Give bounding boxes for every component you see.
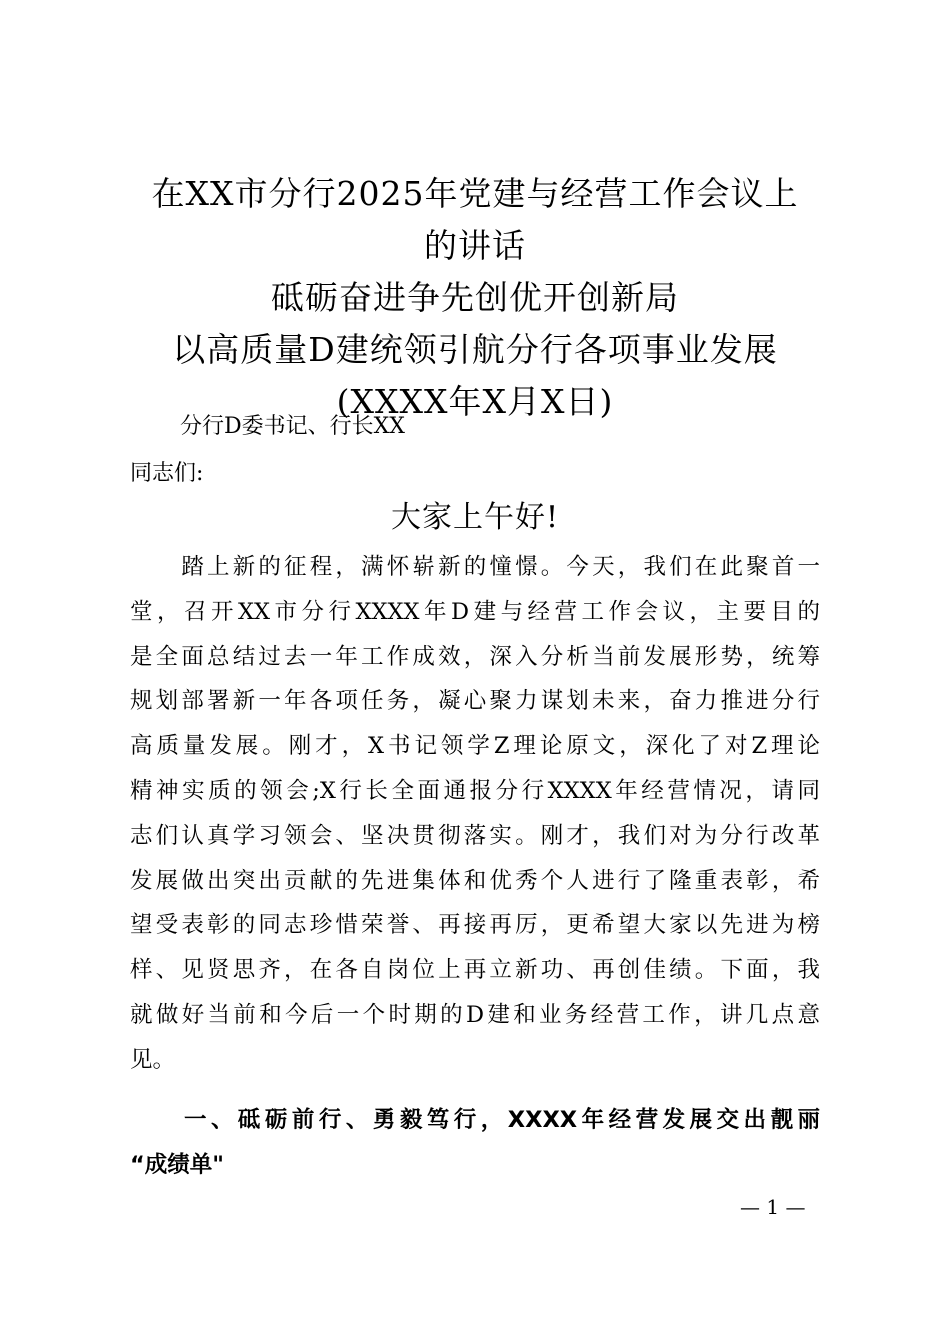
paragraph-line: 志们认真学习领会、坚决贯彻落实。刚才，我们对为分行改革 bbox=[130, 822, 820, 849]
paragraph-line: 堂，召开XX市分行XXXX年D建与经营工作会议，主要目的 bbox=[130, 598, 820, 625]
paragraph-line: 发展做出突出贡献的先进集体和优秀个人进行了隆重表彰，希 bbox=[130, 867, 820, 894]
paragraph-line: 踏上新的征程，满怀崭新的憧憬。今天，我们在此聚首一 bbox=[130, 554, 820, 580]
paragraph-line: 规划部署新一年各项任务，凝心聚力谋划未来，奋力推进分行 bbox=[130, 688, 820, 715]
paragraph-line: 高质量发展。刚才，X书记领学Z理论原文，深化了对Z理论 bbox=[130, 733, 820, 760]
page-number: — 1 — bbox=[740, 1195, 806, 1219]
speaker-byline: 分行D委书记、行长XX bbox=[180, 414, 405, 439]
date-line: (XXXX年X月X日) bbox=[336, 382, 614, 421]
section-heading-line: 一、砥砺前行、勇毅笃行，XXXX年经营发展交出靓丽 bbox=[130, 1107, 820, 1133]
greeting: 大家上午好! bbox=[390, 500, 560, 535]
opening-paragraph bbox=[130, 545, 820, 1083]
paragraph-line: 样、见贤思齐，在各自岗位上再立新功、再创佳绩。下面，我 bbox=[130, 957, 820, 984]
paragraph-line: 是全面总结过去一年工作成效，深入分析当前发展形势，统筹 bbox=[130, 643, 820, 670]
title-line-2: 的讲话 bbox=[424, 226, 526, 265]
paragraph-line: 精神实质的领会;X行长全面通报分行XXXX年经营情况，请同 bbox=[130, 777, 820, 804]
subtitle-line-1: 砥砺奋进争先创优开创新局 bbox=[271, 278, 679, 317]
title-line-1: 在XX市分行2025年党建与经营工作会议上 bbox=[151, 174, 799, 213]
section-heading-line: “成绩单" bbox=[130, 1151, 225, 1178]
paragraph-line: 见。 bbox=[130, 1046, 176, 1073]
section-heading-1 bbox=[130, 1098, 820, 1188]
paragraph-line: 就做好当前和今后一个时期的D建和业务经营工作，讲几点意 bbox=[130, 1001, 820, 1028]
salutation: 同志们: bbox=[130, 461, 204, 486]
paragraph-line: 望受表彰的同志珍惜荣誉、再接再厉，更希望大家以先进为榜 bbox=[130, 912, 820, 939]
subtitle-line-2: 以高质量D建统领引航分行各项事业发展 bbox=[172, 330, 778, 369]
document-title bbox=[120, 168, 830, 428]
